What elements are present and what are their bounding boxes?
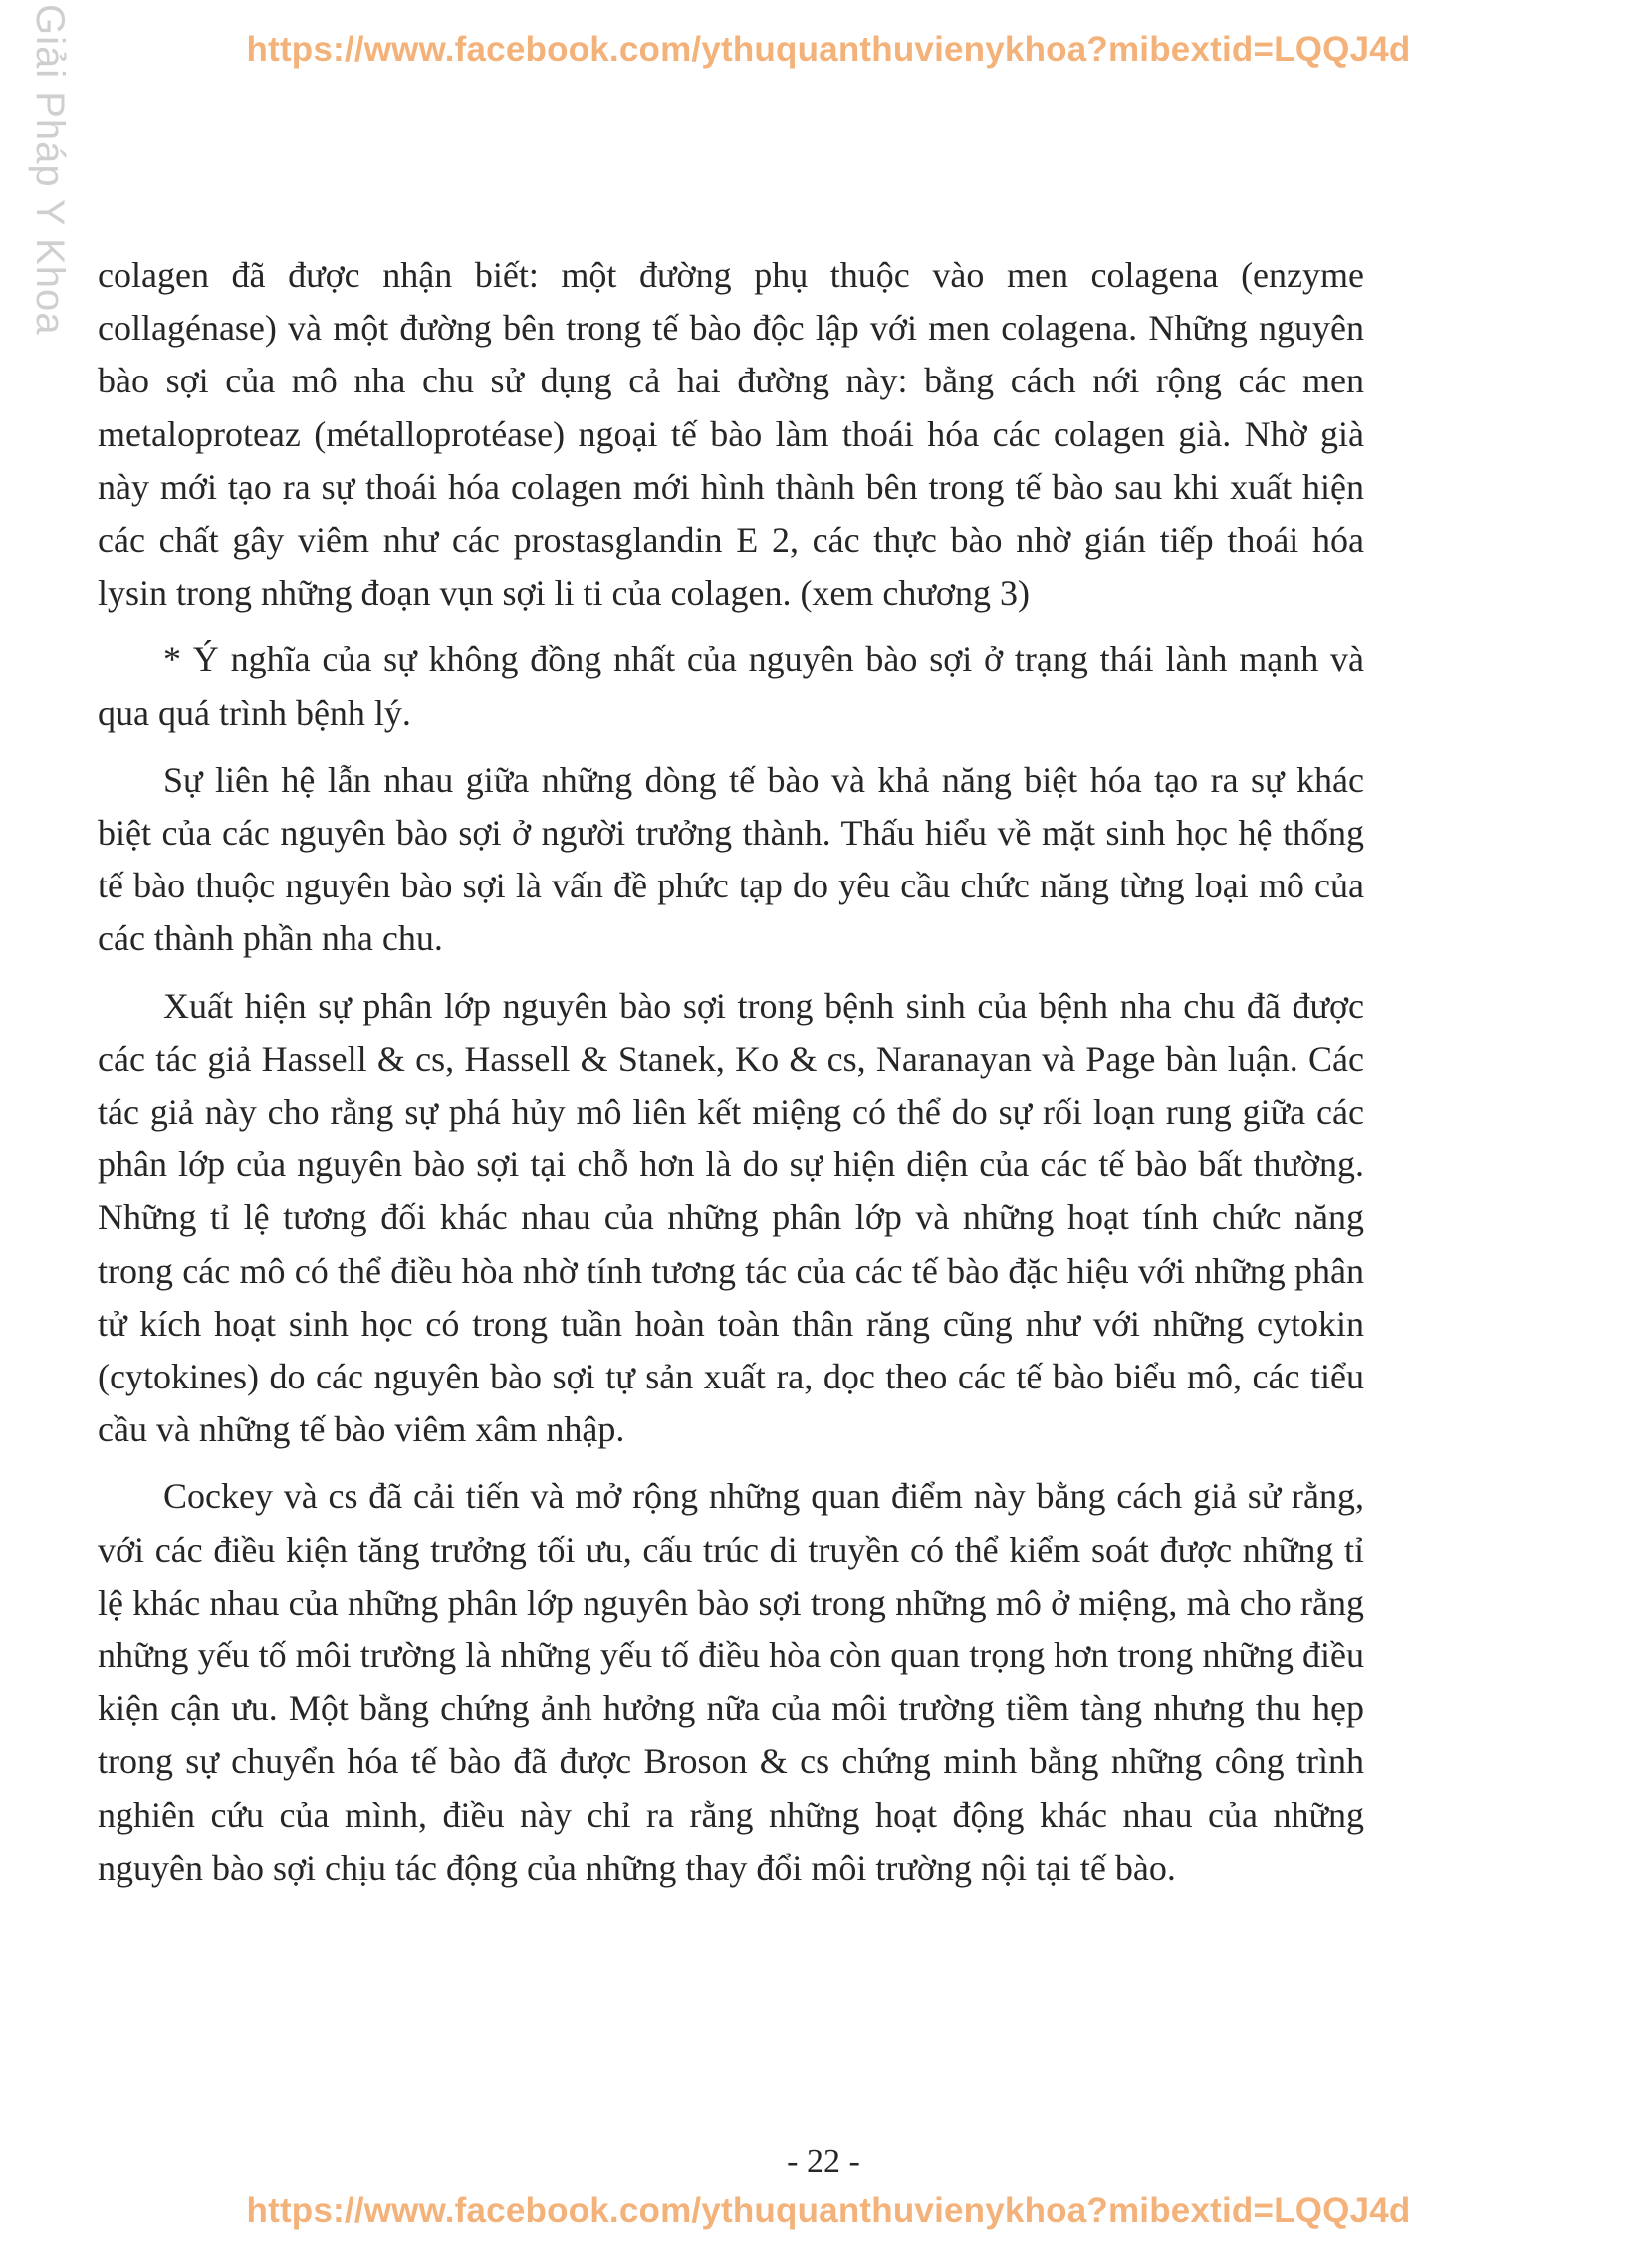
page-number: - 22 -	[787, 2143, 860, 2180]
side-watermark	[22, 0, 72, 336]
side-watermark-text: Giải Pháp Y Khoa	[28, 4, 72, 336]
paragraph-4: Xuất hiện sự phân lớp nguyên bào sợi trong bệnh sinh của bệnh nha chu đã được các tác giả Hassell & cs, Hassell & Stanek, Ko & cs, Naranayan và Page bàn luận. Các tác giả này cho rằng sự phá hủy mô liên kết miệng có thể do sự rối loạn rung giữa các phân lớp của nguyên bào sợi tại chỗ hơn là do sự hiện diện của các tế bào bất thường. Những tỉ lệ tương đối khác nhau của những phân lớp và những hoạt tính chức năng trong các mô có thể điều hòa nhờ tính tương tác của các tế bào đặc hiệu với những phân tử kích hoạt sinh học có trong tuần hoàn toàn thân răng cũng như với những cytokin (cytokines) do các nguyên bào sợi tự sản xuất ra, dọc theo các tế bào biểu mô, các tiểu cầu và những tế bào viêm xâm nhập.	[98, 985, 1364, 1450]
paragraph-1: colagen đã được nhận biết: một đường phụ thuộc vào men colagena (enzyme collagénase) và một đường bên trong tế bào độc lập với men colagena. Những nguyên bào sợi của mô nha chu sử dụng cả hai đường này: bằng cách nới rộng các men metaloproteaz (métalloprotéase) ngoại tế bào làm thoái hóa các colagen già. Nhờ già này mới tạo ra sự thoái hóa colagen mới hình thành bên trong tế bào sau khi xuất hiện các chất gây viêm như các prostasglandin E 2, các thực bào nhờ gián tiếp thoái hóa lysin trong những đoạn vụn sợi li ti của colagen. (xem chương 3)	[98, 255, 1364, 614]
watermark-url-top: https://www.facebook.com/ythuquanthuvienykhoa?mibextid=LQQJ4d	[246, 30, 1411, 69]
paragraph-2: * Ý nghĩa của sự không đồng nhất của nguyên bào sợi ở trạng thái lành mạnh và qua quá trình bệnh lý.	[98, 639, 1364, 733]
body-text	[98, 249, 1364, 1894]
paragraph-3: Sự liên hệ lẫn nhau giữa những dòng tế bào và khả năng biệt hóa tạo ra sự khác biệt của các nguyên bào sợi ở người trưởng thành. Thấu hiểu về mặt sinh học hệ thống tế bào thuộc nguyên bào sợi là vấn đề phức tạp do yêu cầu chức năng từng loại mô của các thành phần nha chu.	[98, 759, 1364, 959]
watermark-url-bottom: https://www.facebook.com/ythuquanthuvienykhoa?mibextid=LQQJ4d	[246, 2191, 1411, 2230]
paragraph-5: Cockey và cs đã cải tiến và mở rộng những quan điểm này bằng cách giả sử rằng, với các điều kiện tăng trưởng tối ưu, cấu trúc di truyền có thể kiểm soát được những tỉ lệ khác nhau của những phân lớp nguyên bào sợi trong những mô ở miệng, mà cho rằng những yếu tố môi trường là những yếu tố điều hòa còn quan trọng hơn trong những điều kiện cận ưu. Một bằng chứng ảnh hưởng nữa của môi trường tiềm tàng nhưng thu hẹp trong sự chuyển hóa tế bào đã được Broson & cs chứng minh bằng những công trình nghiên cứu của mình, điều này chỉ ra rằng những hoạt động khác nhau của những nguyên bào sợi chịu tác động của những thay đổi môi trường nội tại tế bào.	[98, 1476, 1364, 1888]
